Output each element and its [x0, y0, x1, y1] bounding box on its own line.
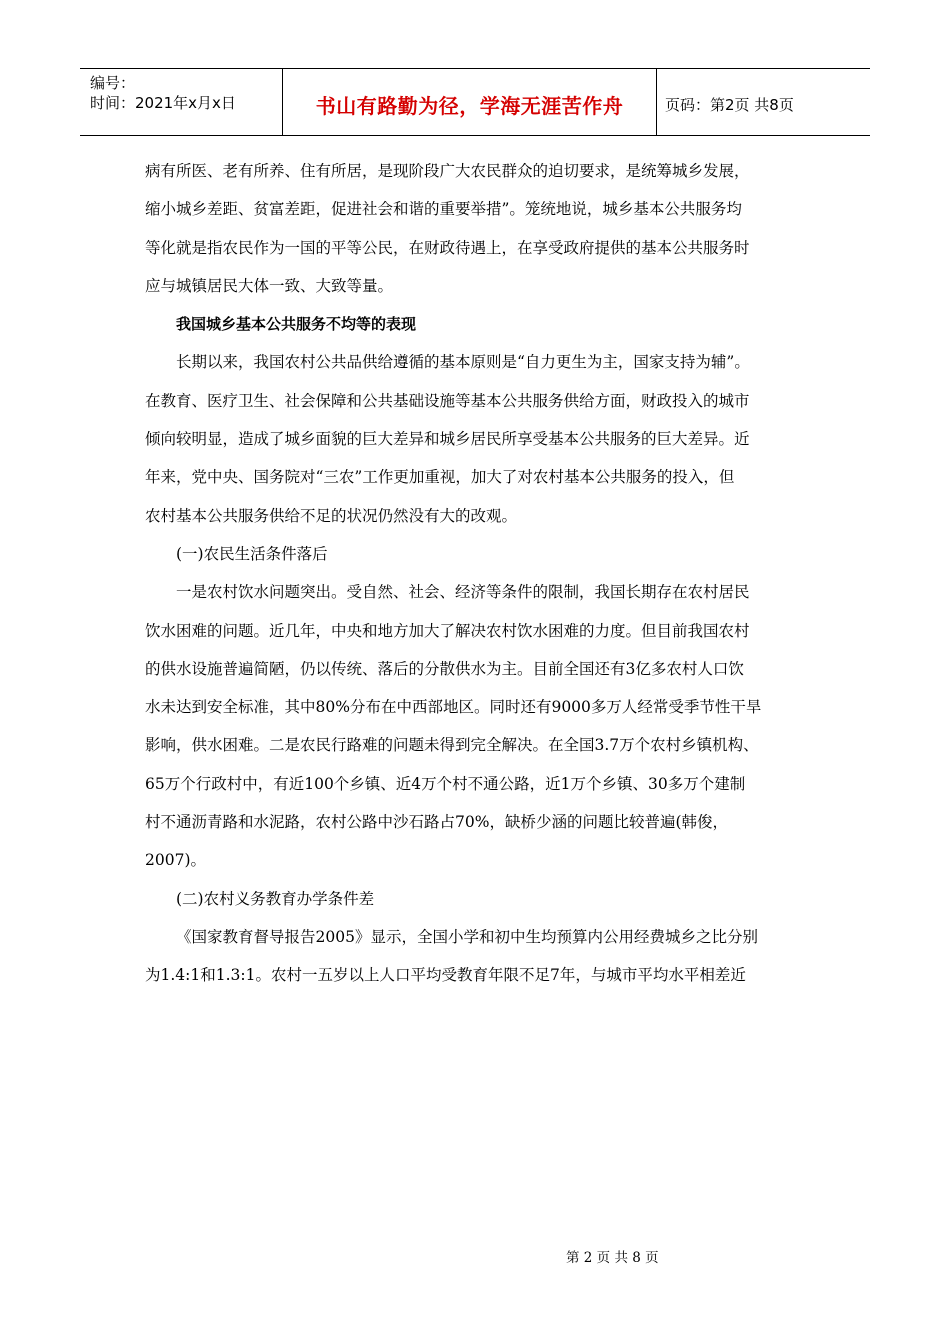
body-text-line: 倾向较明显，造成了城乡面貌的巨大差异和城乡居民所享受基本公共服务的巨大差异。近: [145, 430, 750, 449]
body-text-line: 影响，供水困难。二是农民行路难的问题未得到完全解决。在全国3.7万个农村乡镇机构、: [145, 736, 759, 755]
body-text-line: 水未达到安全标准，其中80%分布在中西部地区。同时还有9000多万人经常受季节性干旱: [145, 698, 762, 717]
body-text-line: 一是农村饮水问题突出。受自然、社会、经济等条件的限制，我国长期存在农村居民: [176, 583, 750, 602]
body-text-line: 《国家教育督导报告2005》显示，全国小学和初中生均预算内公用经费城乡之比分别: [176, 927, 758, 946]
body-text-line: 在教育、医疗卫生、社会保障和公共基础设施等基本公共服务供给方面，财政投入的城市: [145, 391, 750, 410]
body-text-line: (二)农村义务教育办学条件差: [176, 889, 375, 908]
body-text-line: 65万个行政村中，有近100个乡镇、近4万个村不通公路，近1万个乡镇、30多万个建制: [145, 774, 746, 793]
body-text-line: 长期以来，我国农村公共品供给遵循的基本原则是“自力更生为主，国家支持为辅”。: [176, 353, 750, 372]
body-text-line: 应与城镇居民大体一致、大致等量。: [145, 276, 394, 295]
body-text-line: 农村基本公共服务供给不足的状况仍然没有大的改观。: [145, 506, 518, 525]
document-header: [80, 68, 870, 136]
body-text-line: (一)农民生活条件落后: [176, 544, 328, 563]
body-text-line: 年来，党中央、国务院对“三农”工作更加重视，加大了对农村基本公共服务的投入，但: [145, 468, 735, 487]
section-heading: 我国城乡基本公共服务不均等的表现: [176, 315, 417, 334]
body-text-line: 缩小城乡差距、贫富差距，促进社会和谐的重要举措”。笼统地说，城乡基本公共服务均: [145, 200, 742, 219]
body-text-line: 2007)。: [145, 851, 206, 870]
header-meta: [80, 69, 283, 135]
time-label: 时间：2021年x月x日: [90, 94, 236, 112]
body-text-line: 的供水设施普遍简陋，仍以传统、落后的分散供水为主。目前全国还有3亿多农村人口饮: [145, 659, 744, 678]
document-body: [145, 152, 815, 995]
body-text-line: 病有所医、老有所养、住有所居，是现阶段广大农民群众的迫切要求，是统筹城乡发展，: [145, 162, 750, 180]
number-label: 编号：: [90, 74, 136, 92]
header-motto: 书山有路勤为径，学海无涯苦作舟: [283, 69, 657, 135]
footer-page-number: 第 2 页 共 8 页: [566, 1250, 659, 1266]
body-text-line: 等化就是指农民作为一国的平等公民，在财政待遇上，在享受政府提供的基本公共服务时: [145, 238, 750, 257]
body-text-line: 为1.4:1和1.3:1。农村一五岁以上人口平均受教育年限不足7年，与城市平均水平相差近: [145, 966, 746, 985]
header-page-info: 页码：第2页 共8页: [665, 95, 794, 114]
body-text-line: 饮水困难的问题。近几年，中央和地方加大了解决农村饮水困难的力度。但目前我国农村: [145, 621, 750, 640]
body-text-line: 村不通沥青路和水泥路，农村公路中沙石路占70%，缺桥少涵的问题比较普遍(韩俊，: [145, 813, 729, 832]
